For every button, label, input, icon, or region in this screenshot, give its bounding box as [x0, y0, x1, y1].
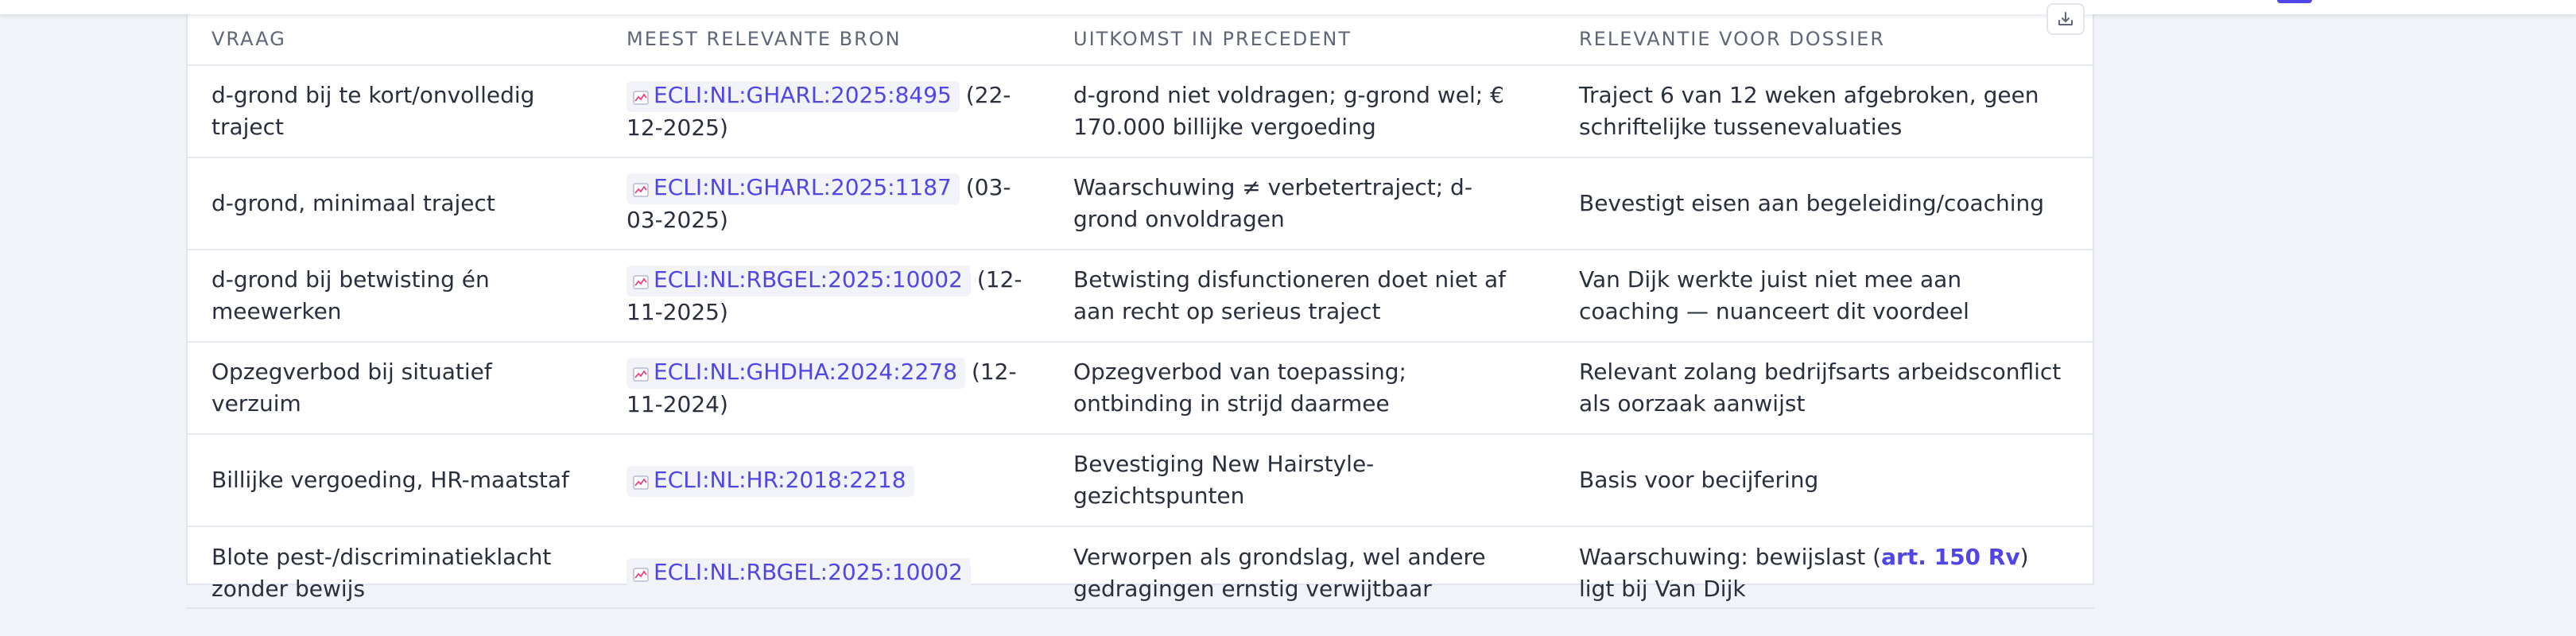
relevance-text-pre: Waarschuwing: bewijslast ( [1579, 543, 1882, 570]
cell-relevance: Traject 6 van 12 weken afgebroken, geen schriftelijke tussenevaluaties [1555, 65, 2093, 157]
cell-source [603, 342, 1049, 434]
chart-icon [633, 360, 649, 389]
chart-icon [633, 468, 649, 497]
ecli-link-text[interactable]: ECLI:NL:RBGEL:2025:10002 [654, 266, 963, 293]
cell-outcome: Betwisting disfunctioneren doet niet af aan recht op serieus traject [1049, 250, 1555, 342]
ecli-link[interactable] [627, 81, 960, 112]
cell-source [603, 526, 1049, 619]
table-row [188, 65, 2093, 157]
export-icon[interactable] [2046, 3, 2085, 35]
precedents-table [188, 0, 2093, 619]
ecli-link[interactable] [627, 266, 971, 297]
cell-question: d-grond bij betwisting én meewerken [188, 250, 603, 342]
cell-source [603, 157, 1049, 250]
table-row [188, 526, 2093, 619]
header-outcome: UITKOMST IN PRECEDENT [1049, 0, 1555, 65]
chart-icon [633, 176, 649, 204]
cell-outcome: Opzegverbod van toepassing; ontbinding in strijd daarmee [1049, 342, 1555, 434]
ecli-link[interactable] [627, 558, 971, 589]
cell-question: Opzegverbod bij situatief verzuim [188, 342, 603, 434]
ecli-link-text[interactable]: ECLI:NL:GHARL:2025:8495 [654, 81, 952, 108]
ecli-link-text[interactable]: ECLI:NL:HR:2018:2218 [654, 466, 906, 493]
ecli-link-text[interactable]: ECLI:NL:GHARL:2025:1187 [654, 173, 952, 200]
header-relevance: RELEVANTIE VOOR DOSSIER [1555, 0, 2093, 65]
header-source: MEEST RELEVANTE BRON [603, 0, 1049, 65]
precedents-table-card [186, 0, 2094, 602]
table-row [188, 157, 2093, 250]
chart-icon [633, 83, 649, 112]
table-row [188, 250, 2093, 342]
cell-question: d-grond, minimaal traject [188, 157, 603, 250]
chart-icon [633, 268, 649, 297]
ecli-link-text[interactable]: ECLI:NL:GHDHA:2024:2278 [654, 358, 957, 385]
cell-relevance: Bevestigt eisen aan begeleiding/coaching [1555, 157, 2093, 250]
cell-source [603, 65, 1049, 157]
cell-outcome: Bevestiging New Hairstyle-gezichtspunten [1049, 434, 1555, 526]
article-link[interactable]: art. 150 Rv [1881, 543, 2020, 570]
header-question: VRAAG [188, 0, 603, 65]
chart-icon [633, 560, 649, 589]
cell-outcome: Verworpen als grondslag, wel andere gedragingen ernstig verwijtbaar [1073, 543, 1486, 602]
user-avatar[interactable] [2277, 0, 2312, 3]
cell-relevance: Basis voor becijfering [1555, 434, 2093, 526]
ecli-link[interactable] [627, 173, 960, 204]
source-date: (12-11-2025) [627, 266, 1022, 325]
table-row [188, 342, 2093, 434]
cell-relevance: Relevant zolang bedrijfsarts arbeidsconflict als oorzaak aanwijst [1555, 342, 2093, 434]
cell-source [603, 250, 1049, 342]
source-date: (03-03-2025) [627, 173, 1011, 233]
section-divider [186, 607, 2094, 609]
cell-question: Billijke vergoeding, HR-maatstaf [188, 434, 603, 526]
ecli-link[interactable] [627, 466, 914, 497]
cell-question: d-grond bij te kort/onvolledig traject [188, 65, 603, 157]
ecli-link[interactable] [627, 358, 965, 389]
cell-relevance: Van Dijk werkte juist niet mee aan coaching — nuanceert dit voordeel [1555, 250, 2093, 342]
source-date: (12-11-2024) [627, 358, 1017, 417]
source-date: (22-12-2025) [627, 81, 1011, 141]
cell-question: Blote pest-/discriminatieklacht zonder bewijs [211, 543, 552, 602]
cell-relevance [1555, 526, 2093, 619]
cell-outcome: Waarschuwing ≠ verbetertraject; d-grond onvoldragen [1049, 157, 1555, 250]
ecli-link-text[interactable]: ECLI:NL:RBGEL:2025:10002 [654, 559, 963, 585]
relevance-text-post: ) ligt bij Van Dijk [1579, 543, 2029, 602]
table-row [188, 434, 2093, 526]
cell-outcome: d-grond niet voldragen; g-grond wel; € 170.000 billijke vergoeding [1049, 65, 1555, 157]
cell-source [603, 434, 1049, 526]
top-header-bar [0, 0, 2576, 14]
